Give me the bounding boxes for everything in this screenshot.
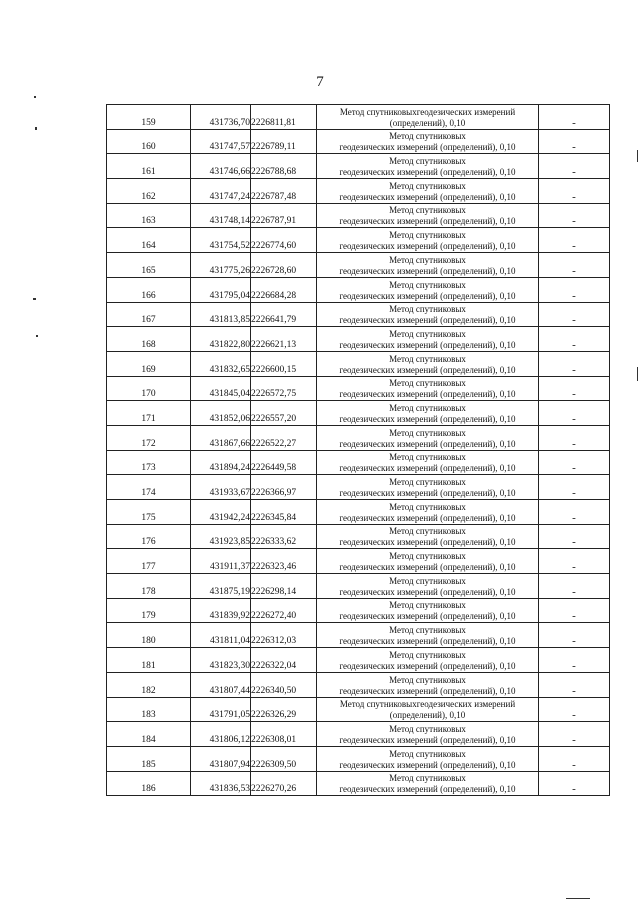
table-row xyxy=(107,475,610,500)
table-row xyxy=(107,105,610,130)
method-line-1: Метод спутниковых xyxy=(389,600,466,611)
method-line-2: геодезических измерений (определений), 0,10 xyxy=(339,265,516,276)
method-line-2: (определений), 0,10 xyxy=(389,117,466,128)
y-coordinate-cell: 2226787,48 xyxy=(251,179,317,204)
method-line-1: Метод спутниковых xyxy=(389,205,466,216)
x-coordinate-cell: 431746,66 xyxy=(191,154,251,179)
method-cell xyxy=(317,425,539,450)
method-line-1: Метод спутниковых xyxy=(389,773,466,784)
y-coordinate-cell: 2226323,46 xyxy=(251,549,317,574)
point-number-cell: 171 xyxy=(107,401,191,426)
y-coordinate-cell: 2226787,91 xyxy=(251,203,317,228)
method-cell xyxy=(317,623,539,648)
method-cell xyxy=(317,277,539,302)
x-coordinate-cell: 431823,30 xyxy=(191,648,251,673)
x-coordinate-cell: 431795,04 xyxy=(191,277,251,302)
table-row xyxy=(107,697,610,722)
point-number-cell: 167 xyxy=(107,302,191,327)
method-line-1: Метод спутниковых xyxy=(389,477,466,487)
table-row xyxy=(107,179,610,204)
method-cell xyxy=(317,648,539,673)
description-cell: - xyxy=(539,401,610,426)
description-cell: - xyxy=(539,746,610,771)
description-cell: - xyxy=(539,549,610,574)
y-coordinate-cell: 2226572,75 xyxy=(251,376,317,401)
scan-speck xyxy=(637,367,638,381)
point-number-cell: 164 xyxy=(107,228,191,253)
point-number-cell: 178 xyxy=(107,574,191,599)
method-line-1: Метод спутниковыхгеодезических измерений xyxy=(339,699,516,710)
description-cell: - xyxy=(539,623,610,648)
method-line-2: геодезических измерений (определений), 0,10 xyxy=(339,191,516,202)
point-number-cell: 170 xyxy=(107,376,191,401)
point-number-cell: 161 xyxy=(107,154,191,179)
description-cell: - xyxy=(539,376,610,401)
point-number-cell: 179 xyxy=(107,598,191,623)
description-cell: - xyxy=(539,228,610,253)
description-cell: - xyxy=(539,351,610,376)
method-line-2: геодезических измерений (определений), 0,10 xyxy=(339,660,516,671)
method-line-2: геодезических измерений (определений), 0,10 xyxy=(339,562,516,573)
description-cell: - xyxy=(539,648,610,673)
method-line-1: Метод спутниковых xyxy=(389,378,466,389)
point-number-cell: 159 xyxy=(107,105,191,130)
table-row xyxy=(107,277,610,302)
method-line-2: геодезических измерений (определений), 0,10 xyxy=(339,438,516,449)
x-coordinate-cell: 431942,24 xyxy=(191,500,251,525)
method-line-2: геодезических измерений (определений), 0,10 xyxy=(339,290,516,301)
method-line-2: геодезических измерений (определений), 0,10 xyxy=(339,488,516,498)
scan-speck xyxy=(637,150,638,162)
table-row xyxy=(107,302,610,327)
description-cell: - xyxy=(539,574,610,599)
y-coordinate-cell: 2226684,28 xyxy=(251,277,317,302)
method-line-1: Метод спутниковых xyxy=(389,575,466,586)
x-coordinate-cell: 431923,85 xyxy=(191,524,251,549)
method-cell xyxy=(317,376,539,401)
y-coordinate-cell: 2226333,62 xyxy=(251,524,317,549)
method-line-1: Метод спутниковых xyxy=(389,230,466,241)
method-cell xyxy=(317,129,539,154)
method-cell xyxy=(317,771,539,796)
x-coordinate-cell: 431807,94 xyxy=(191,746,251,771)
coordinates-table-body xyxy=(107,105,610,796)
scan-speck xyxy=(36,335,38,337)
method-line-1: Метод спутниковых xyxy=(389,402,466,413)
table-row xyxy=(107,746,610,771)
table-row xyxy=(107,771,610,796)
point-number-cell: 168 xyxy=(107,327,191,352)
y-coordinate-cell: 2226789,11 xyxy=(251,129,317,154)
point-number-cell: 182 xyxy=(107,672,191,697)
y-coordinate-cell: 2226298,14 xyxy=(251,574,317,599)
point-number-cell: 165 xyxy=(107,253,191,278)
point-number-cell: 160 xyxy=(107,129,191,154)
method-line-1: Метод спутниковых xyxy=(389,427,466,438)
table-row xyxy=(107,203,610,228)
table-row xyxy=(107,351,610,376)
method-line-1: Метод спутниковых xyxy=(389,748,466,759)
point-number-cell: 169 xyxy=(107,351,191,376)
description-cell: - xyxy=(539,722,610,747)
method-line-1: Метод спутниковых xyxy=(389,279,466,290)
method-line-2: геодезических измерений (определений), 0,10 xyxy=(339,315,516,326)
table-row xyxy=(107,598,610,623)
method-cell xyxy=(317,228,539,253)
method-cell xyxy=(317,401,539,426)
method-line-2: геодезических измерений (определений), 0,10 xyxy=(339,537,516,548)
method-cell xyxy=(317,697,539,722)
method-line-1: Метод спутниковых xyxy=(389,625,466,636)
description-cell: - xyxy=(539,425,610,450)
table-row xyxy=(107,524,610,549)
x-coordinate-cell: 431747,57 xyxy=(191,129,251,154)
y-coordinate-cell: 2226308,01 xyxy=(251,722,317,747)
x-coordinate-cell: 431832,65 xyxy=(191,351,251,376)
description-cell: - xyxy=(539,277,610,302)
page-number: 7 xyxy=(316,74,324,90)
point-number-cell: 163 xyxy=(107,203,191,228)
x-coordinate-cell: 431822,80 xyxy=(191,327,251,352)
method-line-1: Метод спутниковых xyxy=(389,723,466,734)
method-line-1: Метод спутниковых xyxy=(389,353,466,364)
method-line-1: Метод спутниковых xyxy=(389,501,466,512)
description-cell: - xyxy=(539,598,610,623)
description-cell: - xyxy=(539,697,610,722)
x-coordinate-cell: 431845,04 xyxy=(191,376,251,401)
description-cell: - xyxy=(539,450,610,475)
method-cell xyxy=(317,549,539,574)
method-line-2: геодезических измерений (определений), 0,10 xyxy=(339,784,516,795)
x-coordinate-cell: 431911,37 xyxy=(191,549,251,574)
method-line-1: Метод спутниковых xyxy=(389,304,466,315)
x-coordinate-cell: 431747,24 xyxy=(191,179,251,204)
y-coordinate-cell: 2226600,15 xyxy=(251,351,317,376)
method-cell xyxy=(317,203,539,228)
method-line-2: геодезических измерений (определений), 0,10 xyxy=(339,142,516,153)
y-coordinate-cell: 2226366,97 xyxy=(251,475,317,500)
method-cell xyxy=(317,154,539,179)
method-line-2: геодезических измерений (определений), 0,10 xyxy=(339,734,516,745)
point-number-cell: 172 xyxy=(107,425,191,450)
point-number-cell: 175 xyxy=(107,500,191,525)
scan-speck xyxy=(33,298,36,300)
table-row xyxy=(107,648,610,673)
point-number-cell: 185 xyxy=(107,746,191,771)
point-number-cell: 186 xyxy=(107,771,191,796)
method-line-2: геодезических измерений (определений), 0,10 xyxy=(339,216,516,227)
point-number-cell: 180 xyxy=(107,623,191,648)
method-line-2: геодезических измерений (определений), 0,10 xyxy=(339,413,516,424)
method-cell xyxy=(317,450,539,475)
table-row xyxy=(107,549,610,574)
x-coordinate-cell: 431754,52 xyxy=(191,228,251,253)
y-coordinate-cell: 2226774,60 xyxy=(251,228,317,253)
method-cell xyxy=(317,598,539,623)
method-line-1: Метод спутниковыхгеодезических измерений xyxy=(339,106,516,117)
method-cell xyxy=(317,746,539,771)
y-coordinate-cell: 2226345,84 xyxy=(251,500,317,525)
method-line-1: Метод спутниковых xyxy=(389,649,466,660)
x-coordinate-cell: 431807,44 xyxy=(191,672,251,697)
method-line-2: геодезических измерений (определений), 0,10 xyxy=(339,636,516,647)
y-coordinate-cell: 2226557,20 xyxy=(251,401,317,426)
method-cell xyxy=(317,327,539,352)
method-cell xyxy=(317,524,539,549)
description-cell: - xyxy=(539,154,610,179)
point-number-cell: 166 xyxy=(107,277,191,302)
method-line-2: геодезических измерений (определений), 0,10 xyxy=(339,339,516,350)
method-line-2: (определений), 0,10 xyxy=(389,710,466,721)
method-line-2: геодезических измерений (определений), 0,10 xyxy=(339,463,516,474)
method-line-1: Метод спутниковых xyxy=(389,180,466,191)
scan-speck xyxy=(34,96,36,98)
point-number-cell: 176 xyxy=(107,524,191,549)
method-line-2: геодезических измерений (определений), 0,10 xyxy=(339,364,516,375)
y-coordinate-cell: 2226322,04 xyxy=(251,648,317,673)
table-row xyxy=(107,401,610,426)
y-coordinate-cell: 2226811,81 xyxy=(251,105,317,130)
table-row xyxy=(107,129,610,154)
x-coordinate-cell: 431852,06 xyxy=(191,401,251,426)
x-coordinate-cell: 431894,24 xyxy=(191,450,251,475)
description-cell: - xyxy=(539,203,610,228)
y-coordinate-cell: 2226270,26 xyxy=(251,771,317,796)
method-cell xyxy=(317,179,539,204)
x-coordinate-cell: 431839,92 xyxy=(191,598,251,623)
x-coordinate-cell: 431791,05 xyxy=(191,697,251,722)
table-row xyxy=(107,500,610,525)
y-coordinate-cell: 2226449,58 xyxy=(251,450,317,475)
x-coordinate-cell: 431806,12 xyxy=(191,722,251,747)
description-cell: - xyxy=(539,105,610,130)
y-coordinate-cell: 2226728,60 xyxy=(251,253,317,278)
method-cell xyxy=(317,351,539,376)
coordinates-table xyxy=(106,104,610,796)
method-line-2: геодезических измерений (определений), 0,10 xyxy=(339,167,516,178)
description-cell: - xyxy=(539,771,610,796)
x-coordinate-cell: 431811,04 xyxy=(191,623,251,648)
scan-speck xyxy=(35,127,37,130)
y-coordinate-cell: 2226312,03 xyxy=(251,623,317,648)
description-cell: - xyxy=(539,253,610,278)
x-coordinate-cell: 431933,67 xyxy=(191,475,251,500)
y-coordinate-cell: 2226340,50 xyxy=(251,672,317,697)
x-coordinate-cell: 431748,14 xyxy=(191,203,251,228)
x-coordinate-cell: 431875,19 xyxy=(191,574,251,599)
table-row xyxy=(107,574,610,599)
description-cell: - xyxy=(539,179,610,204)
method-line-2: геодезических измерений (определений), 0,10 xyxy=(339,611,516,622)
method-line-2: геодезических измерений (определений), 0,10 xyxy=(339,512,516,523)
x-coordinate-cell: 431775,26 xyxy=(191,253,251,278)
y-coordinate-cell: 2226309,50 xyxy=(251,746,317,771)
y-coordinate-cell: 2226522,27 xyxy=(251,425,317,450)
method-cell xyxy=(317,475,539,500)
scan-speck xyxy=(566,898,590,899)
method-cell xyxy=(317,253,539,278)
method-line-1: Метод спутниковых xyxy=(389,156,466,167)
description-cell: - xyxy=(539,327,610,352)
method-line-2: геодезических измерений (определений), 0,10 xyxy=(339,759,516,770)
y-coordinate-cell: 2226621,13 xyxy=(251,327,317,352)
point-number-cell: 174 xyxy=(107,475,191,500)
point-number-cell: 173 xyxy=(107,450,191,475)
description-cell: - xyxy=(539,129,610,154)
method-cell xyxy=(317,722,539,747)
method-cell xyxy=(317,500,539,525)
table-row xyxy=(107,154,610,179)
method-line-2: геодезических измерений (определений), 0,10 xyxy=(339,389,516,400)
description-cell: - xyxy=(539,500,610,525)
method-line-1: Метод спутниковых xyxy=(389,674,466,685)
method-cell xyxy=(317,105,539,130)
table-row xyxy=(107,623,610,648)
table-row xyxy=(107,450,610,475)
point-number-cell: 183 xyxy=(107,697,191,722)
table-row xyxy=(107,253,610,278)
method-line-1: Метод спутниковых xyxy=(389,551,466,562)
method-cell xyxy=(317,574,539,599)
y-coordinate-cell: 2226641,79 xyxy=(251,302,317,327)
method-line-1: Метод спутниковых xyxy=(389,328,466,339)
x-coordinate-cell: 431736,70 xyxy=(191,105,251,130)
method-line-1: Метод спутниковых xyxy=(389,526,466,537)
description-cell: - xyxy=(539,302,610,327)
point-number-cell: 181 xyxy=(107,648,191,673)
y-coordinate-cell: 2226788,68 xyxy=(251,154,317,179)
description-cell: - xyxy=(539,524,610,549)
method-cell xyxy=(317,672,539,697)
table-row xyxy=(107,228,610,253)
x-coordinate-cell: 431836,53 xyxy=(191,771,251,796)
table-row xyxy=(107,425,610,450)
method-line-2: геодезических измерений (определений), 0,10 xyxy=(339,586,516,597)
description-cell: - xyxy=(539,672,610,697)
method-line-1: Метод спутниковых xyxy=(389,452,466,463)
method-cell xyxy=(317,302,539,327)
x-coordinate-cell: 431813,85 xyxy=(191,302,251,327)
point-number-cell: 184 xyxy=(107,722,191,747)
y-coordinate-cell: 2226272,40 xyxy=(251,598,317,623)
table-row xyxy=(107,672,610,697)
method-line-1: Метод спутниковых xyxy=(389,131,466,142)
method-line-2: геодезических измерений (определений), 0,10 xyxy=(339,241,516,252)
method-line-1: Метод спутниковых xyxy=(389,254,466,265)
method-line-2: геодезических измерений (определений), 0,10 xyxy=(339,685,516,696)
y-coordinate-cell: 2226326,29 xyxy=(251,697,317,722)
description-cell: - xyxy=(539,475,610,500)
point-number-cell: 162 xyxy=(107,179,191,204)
table-row xyxy=(107,722,610,747)
point-number-cell: 177 xyxy=(107,549,191,574)
table-row xyxy=(107,327,610,352)
x-coordinate-cell: 431867,66 xyxy=(191,425,251,450)
table-row xyxy=(107,376,610,401)
